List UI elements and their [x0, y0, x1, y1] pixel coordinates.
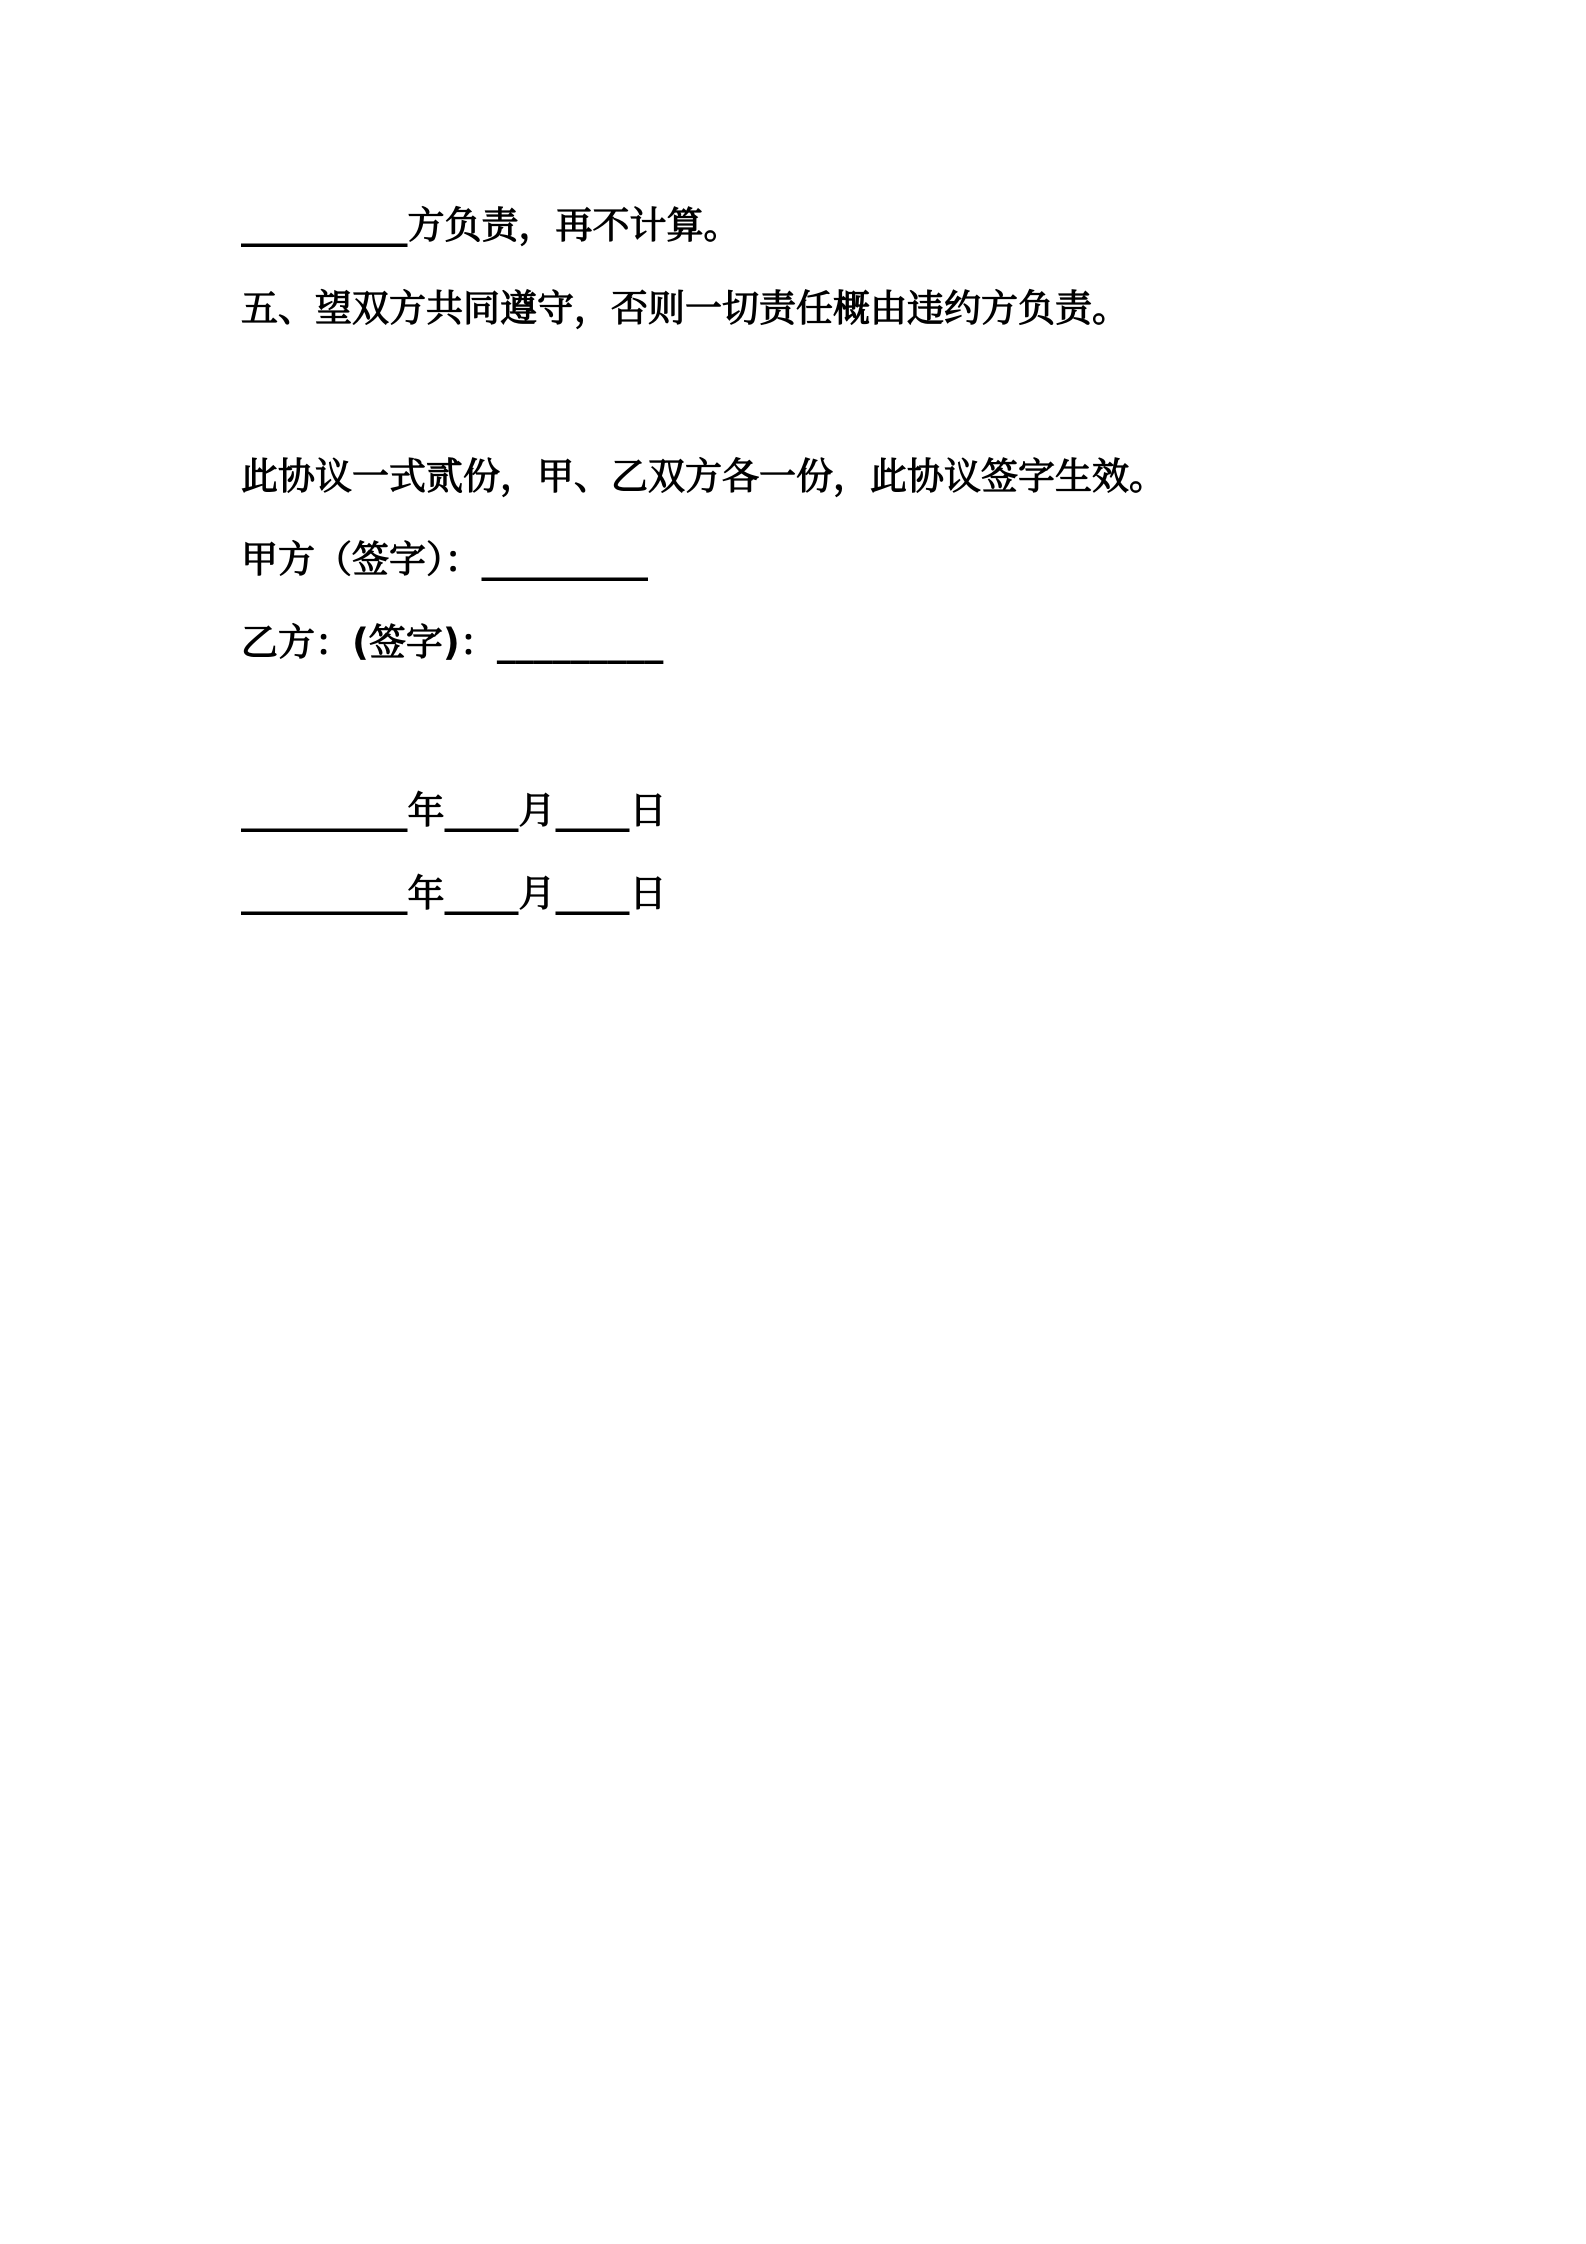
paragraph-copies-effective: 此协议一式贰份，甲、乙双方各一份，此协议签字生效。 — [241, 455, 1166, 498]
date-line-party-b: _________年____月____日 — [241, 872, 667, 915]
date-line-party-a: _________年____月____日 — [241, 789, 667, 832]
party-a-signature-line: 甲方（签字）：_________ — [241, 538, 648, 581]
party-b-signature-line: 乙方：(签字)：_________ — [241, 621, 664, 664]
paragraph-clause-five: 五、望双方共同遵守，否则一切责任概由违约方负责。 — [241, 287, 1129, 330]
paragraph-responsibility-continued: _________方负责，再不计算。 — [241, 204, 741, 247]
